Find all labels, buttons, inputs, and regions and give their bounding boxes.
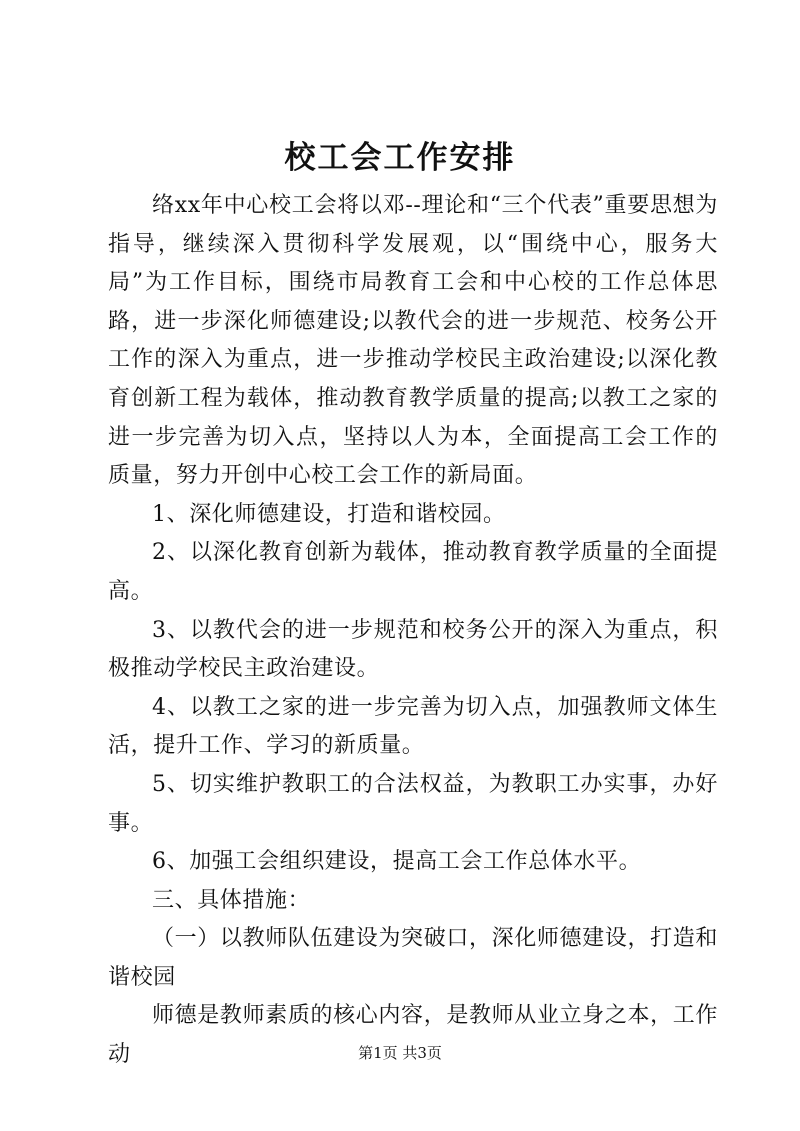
document-body — [108, 187, 718, 1075]
paragraph-item-2: 2、以深化教育创新为载体，推动教育教学质量的全面提高。 — [108, 540, 718, 604]
paragraph-item-4: 4、以教工之家的进一步完善为切入点，加强教师文体生活，提升工作、学习的新质量。 — [108, 694, 718, 759]
paragraph-item-6: 6、加强工会组织建设，提高工会工作总体水平。 — [152, 849, 642, 875]
page-footer: 第1页 共3页 — [358, 1044, 442, 1062]
paragraph-intro: 络xx年中心校工会将以邓--理论和“三个代表”重要思想为指导，继续深入贯彻科学发展观，以“围绕中心，服务大局”为工作目标，围绕市局教育工会和中心校的工作总体思路，进一步深化师德建设;以教代会的进一步规范、校务公开工作的深入为重点，进一步推动学校民主政治建设;以深化教育创新工程为载体，推动教育教学质量的提高;以教工之家的进一步完善为切入点，坚持以人为本，全面提高工会工作的质量，努力开创中心校工会工作的新局面。 — [108, 193, 718, 489]
document-title: 校工会工作安排 — [284, 140, 516, 176]
subsection-heading-1: （一）以教师队伍建设为突破口，深化师德建设，打造和谐校园 — [108, 926, 718, 990]
section-heading-measures: 三、具体措施： — [152, 887, 311, 913]
paragraph-ethics: 师德是教师素质的核心内容，是教师从业立身之本，工作动 — [108, 1003, 718, 1068]
paragraph-item-5: 5、切实维护教职工的合法权益，为教职工办实事，办好事。 — [108, 771, 718, 836]
paragraph-item-1: 1、深化师德建设，打造和谐校园。 — [152, 501, 506, 527]
paragraph-item-3: 3、以教代会的进一步规范和校务公开的深入为重点，积极推动学校民主政治建设。 — [108, 617, 718, 682]
